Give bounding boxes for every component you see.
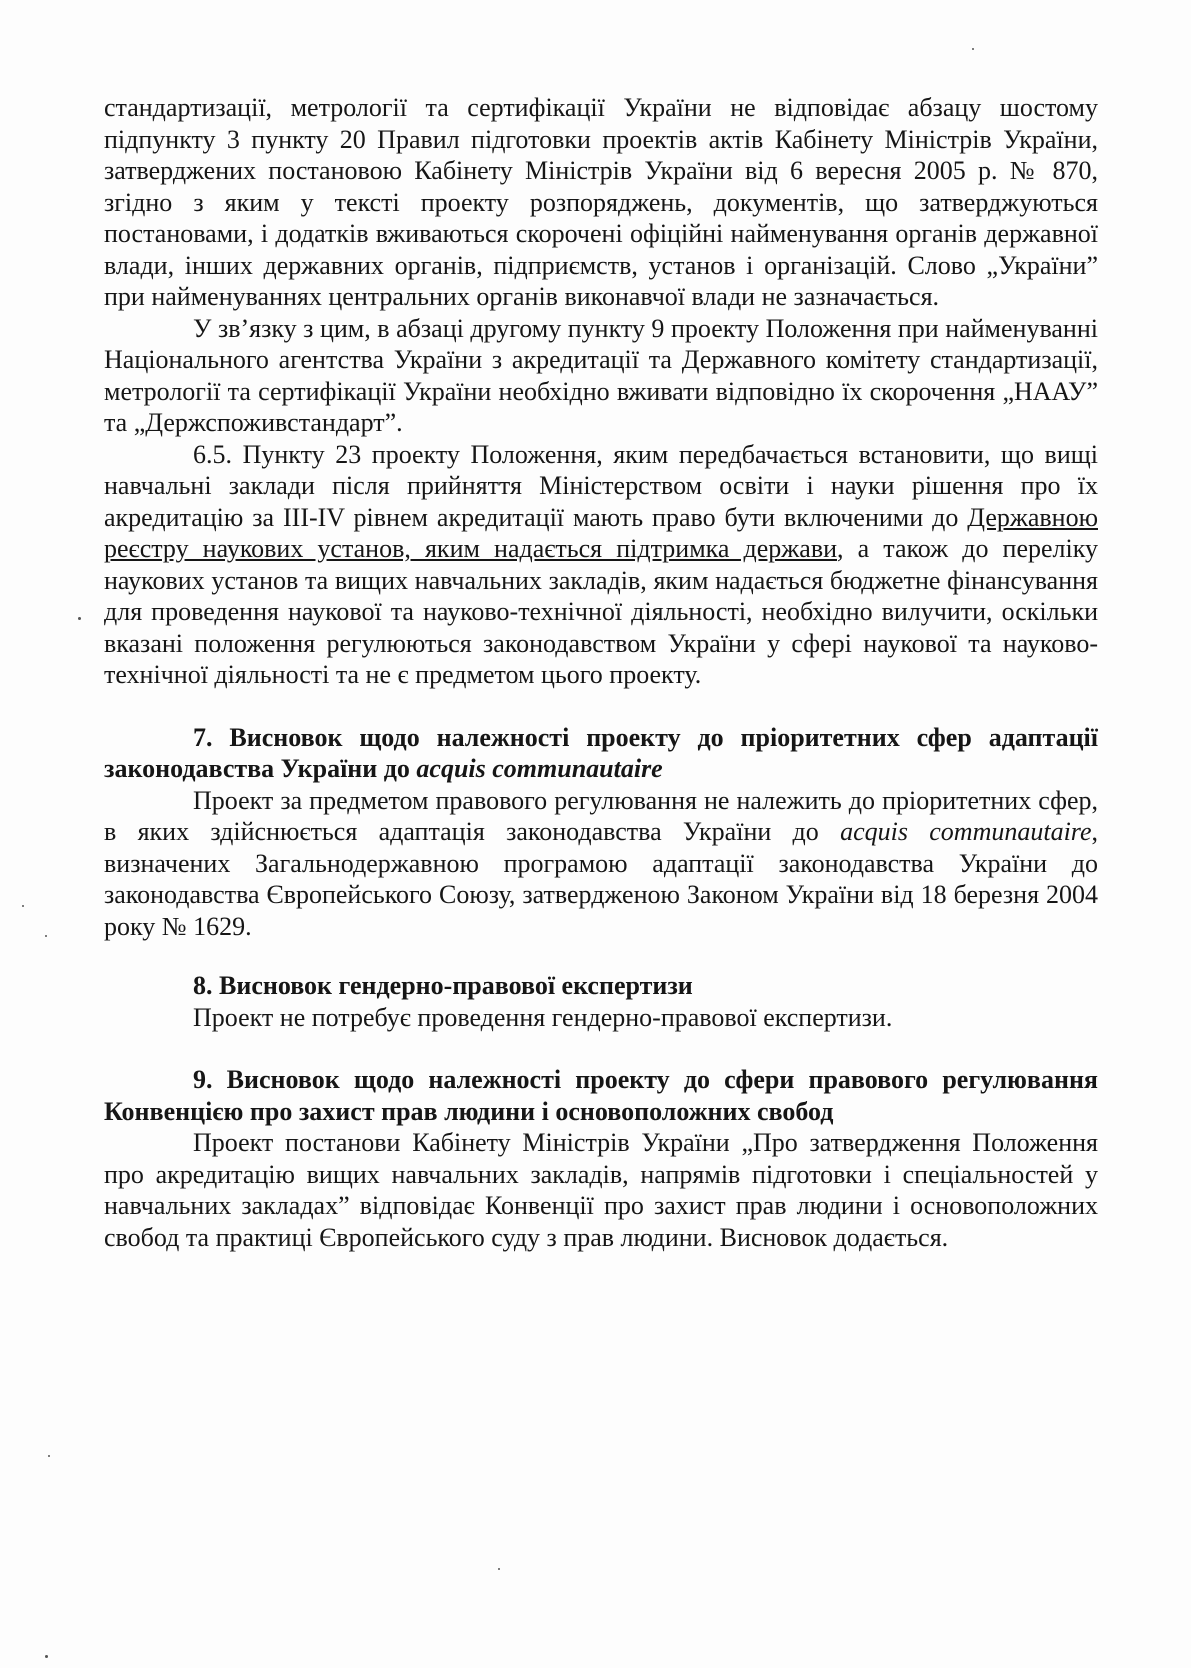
paragraph-text: Проект постанови Кабінету Міністрів України „Про затвердження Положення про акредитацію вищих навчальних закладів, напрямів підготовки і спеціальностей у навчальних закладах” відповідає Конвенції про захист прав людини і основоположних свобод та практиці Європейського суду з прав людини. Висновок додається. bbox=[104, 1128, 1098, 1252]
spacer bbox=[104, 942, 1098, 970]
paragraph-section-9 bbox=[104, 1127, 1098, 1253]
paragraph-text: , визначених Загальнодержавною програмою адаптації законодавства України до законодавства Європейського Союзу, затвердженою Законом України від 18 березня 2004 року № 1629. bbox=[104, 817, 1099, 941]
paragraph-text: , а також до переліку наукових установ та вищих навчальних закладів, яким надається бюджетне фінансування для проведення наукової та науково-технічної діяльності, необхідно вилучити, оскільки вказані положення регулюються законодавством України у сфері наукової та науково-технічної діяльності та не є предметом цього проекту. bbox=[104, 534, 1099, 689]
paragraph-text: У зв’язку з цим, в абзаці другому пункту 9 проекту Положення при найменуванні Національного агентства України з акредитації та Державного комітету стандартизації, метрології та сертифікації України необхідно вживати відповідно їх скорочення „НААУ” та „Держспоживстандарт”. bbox=[104, 313, 1098, 437]
scan-speck bbox=[22, 905, 24, 907]
scan-speck bbox=[498, 1568, 500, 1570]
document-body bbox=[104, 92, 1098, 1253]
paragraph-abbreviations bbox=[104, 313, 1098, 439]
heading-text: 8. Висновок гендерно-правової експертизи bbox=[193, 971, 693, 1000]
heading-text: 7. Висновок щодо належності проекту до пріоритетних сфер адаптації законодавства України до bbox=[104, 722, 1098, 783]
paragraph-standardization bbox=[104, 92, 1098, 313]
scan-speck bbox=[78, 617, 81, 620]
heading-text: 9. Висновок щодо належності проекту до сфери правового регулювання Конвенцією про захист прав людини і основоположних свобод bbox=[104, 1065, 1098, 1126]
spacer bbox=[104, 1033, 1098, 1064]
paragraph-section-8 bbox=[104, 1002, 1098, 1034]
spacer bbox=[104, 691, 1098, 722]
section-heading-8 bbox=[104, 970, 1098, 1002]
underlined-registry-phrase: Державною реєстру наукових установ, яким надається підтримка держави bbox=[104, 502, 1098, 563]
scan-speck bbox=[45, 935, 47, 937]
paragraph-text: стандартизації, метрології та сертифікації України не відповідає абзацу шостому підпункту 3 пункту 20 Правил підготовки проектів актів Кабінету Міністрів України, затверджених постановою Кабінету Міністрів України від 6 вересня 2005 р. № 870, згідно з яким у тексті проекту розпоряджень, документів, що затверджуються постановами, і додатків вживаються скорочені офіційні найменування органів державної влади, інших державних органів, підприємств, установ і організацій. Слово „України” при найменуваннях центральних органів виконавчої влади не зазначається. bbox=[104, 93, 1098, 311]
italic-term: acquis communautaire bbox=[840, 817, 1092, 846]
paragraph-section-7 bbox=[104, 785, 1098, 943]
heading-italic-term: acquis communautaire bbox=[416, 754, 663, 783]
scan-speck bbox=[48, 1455, 50, 1457]
section-heading-9 bbox=[104, 1064, 1098, 1127]
section-heading-7 bbox=[104, 722, 1098, 785]
paragraph-6-5 bbox=[104, 439, 1098, 691]
paragraph-text: Проект не потребує проведення гендерно-правової експертизи. bbox=[193, 1002, 893, 1032]
paragraph-text: Проект за предметом правового регулювання не належить до пріоритетних сфер, в яких здійснюється адаптація законодавства України до bbox=[104, 785, 1098, 846]
scan-speck bbox=[45, 1655, 48, 1658]
scan-speck bbox=[972, 48, 974, 50]
paragraph-text: 6.5. Пункту 23 проекту Положення, яким передбачається встановити, що вищі навчальні заклади після прийняття Міністерством освіти і науки рішення про їх акредитацію за ІІІ-IV рівнем акредитації мають право бути включеними до bbox=[104, 439, 1098, 532]
